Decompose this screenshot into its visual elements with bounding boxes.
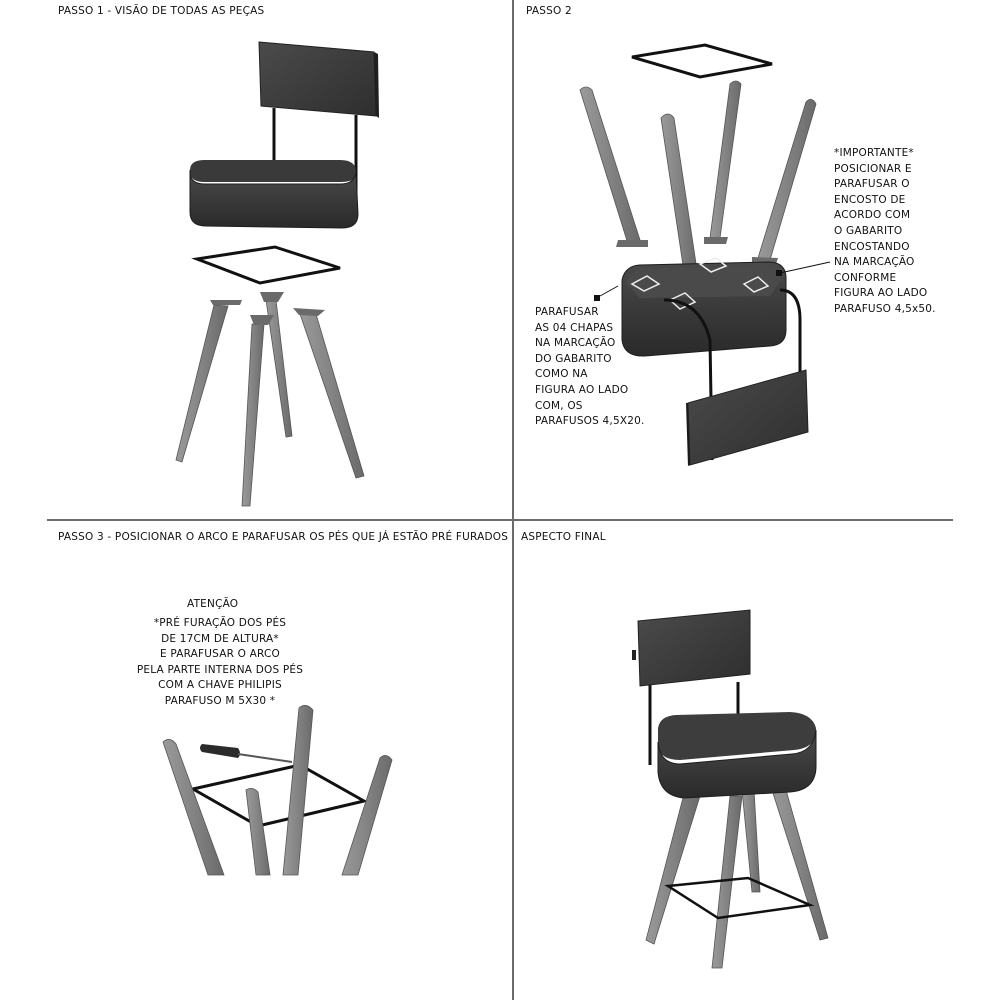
note-line: O GABARITO	[834, 224, 903, 237]
note-line: DO GABARITO	[535, 352, 612, 365]
step2-title: PASSO 2	[526, 5, 572, 17]
note-line: ENCOSTO DE	[834, 193, 906, 206]
seat-top	[658, 712, 816, 760]
note-line: E PARAFUSAR O ARCO	[159, 648, 281, 661]
seat-bottom	[626, 266, 781, 298]
final-illustration	[632, 610, 828, 968]
legs	[176, 292, 364, 506]
note-line: FIGURA AO LADO	[535, 383, 629, 396]
note-line: COMO NA	[535, 368, 588, 381]
note-line: NA MARCAÇÃO	[834, 256, 915, 269]
note-line: *PRÉ FURAÇÃO DOS PÉS	[153, 617, 287, 629]
note-line: AS 04 CHAPAS	[535, 321, 614, 334]
step2-illustration	[580, 45, 830, 466]
note-line: NA MARCAÇÃO	[535, 337, 616, 350]
note-line: ENCOSTANDO	[834, 240, 910, 253]
screwdriver-icon	[200, 744, 292, 762]
note-line: PELA PARTE INTERNA DOS PÉS	[136, 663, 304, 676]
template-frame	[632, 45, 772, 77]
note-line: PARAFUSOS 4,5X20.	[535, 415, 645, 428]
note-line: PARAFUSO 4,5x50.	[834, 302, 936, 315]
note-line: DE 17CM DE ALTURA*	[161, 632, 279, 645]
note-line: PARAFUSAR	[535, 306, 599, 318]
note-line: POSICIONAR E	[834, 162, 912, 175]
seat-top	[190, 160, 356, 182]
footrest-ring	[193, 765, 364, 826]
note-line: *IMPORTANTE*	[834, 147, 914, 159]
backrest-pad	[688, 370, 808, 465]
note-line: PARAFUSAR O	[834, 178, 910, 191]
note-line: PARAFUSO M 5X30 *	[164, 694, 276, 707]
note-line: FIGURA AO LADO	[834, 287, 928, 300]
attention-heading: ATENÇÃO	[187, 598, 239, 610]
backrest-pad	[638, 610, 750, 686]
step1-title: PASSO 1 - VISÃO DE TODAS AS PEÇAS	[58, 5, 265, 17]
note-line: ACORDO COM	[834, 209, 911, 222]
important-pointer	[780, 262, 830, 273]
plates-pointer	[600, 286, 618, 296]
step3-illustration	[163, 705, 392, 875]
note-line: COM A CHAVE PHILIPIS	[158, 679, 282, 692]
legs	[580, 81, 816, 272]
note-line: COM, OS	[535, 399, 583, 412]
step1-illustration	[176, 42, 379, 506]
note-line: CONFORME	[834, 271, 897, 284]
backrest-pad	[259, 42, 376, 116]
footrest-ring	[668, 878, 810, 918]
template-frame	[197, 247, 340, 283]
final-title: ASPECTO FINAL	[521, 531, 606, 543]
step3-title: PASSO 3 - POSICIONAR O ARCO E PARAFUSAR OS PÉS QUE JÁ ESTÃO PRÉ FURADOS	[58, 531, 509, 543]
